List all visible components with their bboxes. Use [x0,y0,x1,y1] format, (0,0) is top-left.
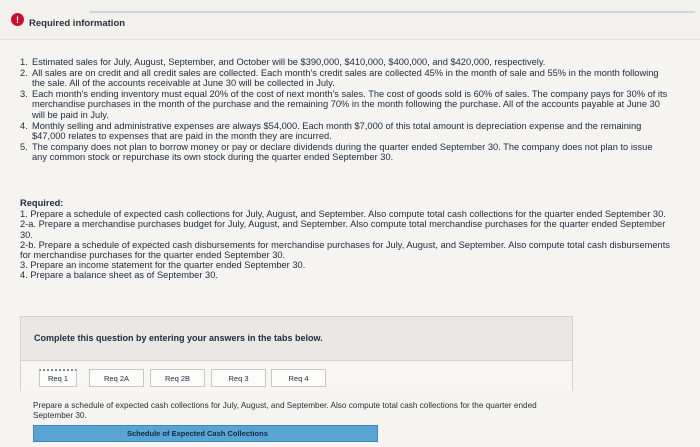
item-text: The company does not plan to borrow money or pay or declare dividends during the quarter ended September 30. The company does not plan to issue any common stock or repurchase its own stock during the quarter ended September 30. [32,141,653,163]
item-number: 3. [20,88,28,99]
required-line: 2-b. Prepare a schedule of expected cash disbursements for merchandise purchases for July, August, and September. Also compute total cash disbursements for merchandise purchases for the quarter ended September 30. [20,239,670,261]
item-text: All sales are on credit and all credit sales are collected. Each month's credit sales are collected 45% in the month of sale and 55% in the month following the sale. All of the accounts receivable at June 30 will be collected in July. [32,67,659,89]
required-line: 3. Prepare an income statement for the quarter ended September 30. [20,260,306,271]
panel-instruction: Complete this question by entering your answers in the tabs below. [34,333,323,343]
required-section [20,198,670,281]
required-line: 1. Prepare a schedule of expected cash collections for July, August, and September. Also compute total cash collections for the quarter ended September 30. [20,209,666,220]
list-item [20,89,670,121]
item-text: Estimated sales for July, August, September, and October will be $390,000, $410,000, $400,000, and $420,000, respectively. [32,57,546,67]
item-number: 5. [20,141,28,152]
tab-description: Prepare a schedule of expected cash collections for July, August, and September. Also compute total cash collections for the quarter ended September 30. [33,401,537,420]
tab-req-4[interactable]: Req 4 [271,369,326,387]
item-number: 2. [20,67,28,78]
item-number: 1. [20,57,28,67]
tab-req-1[interactable]: Req 1 [39,369,77,387]
list-item [20,57,670,68]
required-heading: Required: [20,198,64,208]
item-text: Each month's ending inventory must equal 20% of the cost of next month's sales. The cost of goods sold is 60% of sales. The company pays for 30% of its merchandise purchases in the month of the purchase and the remaining 70% in the month following the purchase. All of the accounts payable at June 30 will be paid in July. [32,88,668,120]
tab-req-3[interactable]: Req 3 [211,369,266,387]
schedule-button-label: Schedule of Expected Cash Collections [127,429,268,438]
instruction-panel [20,316,573,361]
header-bar [0,0,700,40]
divider [90,11,695,13]
list-item [20,121,670,142]
schedule-button[interactable] [33,425,378,442]
info-list [20,57,670,163]
list-item [20,142,670,163]
item-number: 4. [20,120,28,131]
list-item [20,68,670,89]
alert-icon: ! [11,13,24,26]
item-text: Monthly selling and administrative expenses are always $54,000. Each month $7,000 of this total amount is depreciation expense and the remaining $47,000 relates to expenses that are paid in the month they are incurred. [32,120,642,142]
page-title: Required information [29,18,126,29]
tab-req-2a[interactable]: Req 2A [89,369,144,387]
required-line: 4. Prepare a balance sheet as of September 30. [20,270,218,281]
tab-bar [20,361,573,391]
tab-req-2b[interactable]: Req 2B [150,369,205,387]
required-line: 2-a. Prepare a merchandise purchases budget for July, August, and September. Also compute total merchandise purchases for the quarter ended September 30. [20,219,666,240]
